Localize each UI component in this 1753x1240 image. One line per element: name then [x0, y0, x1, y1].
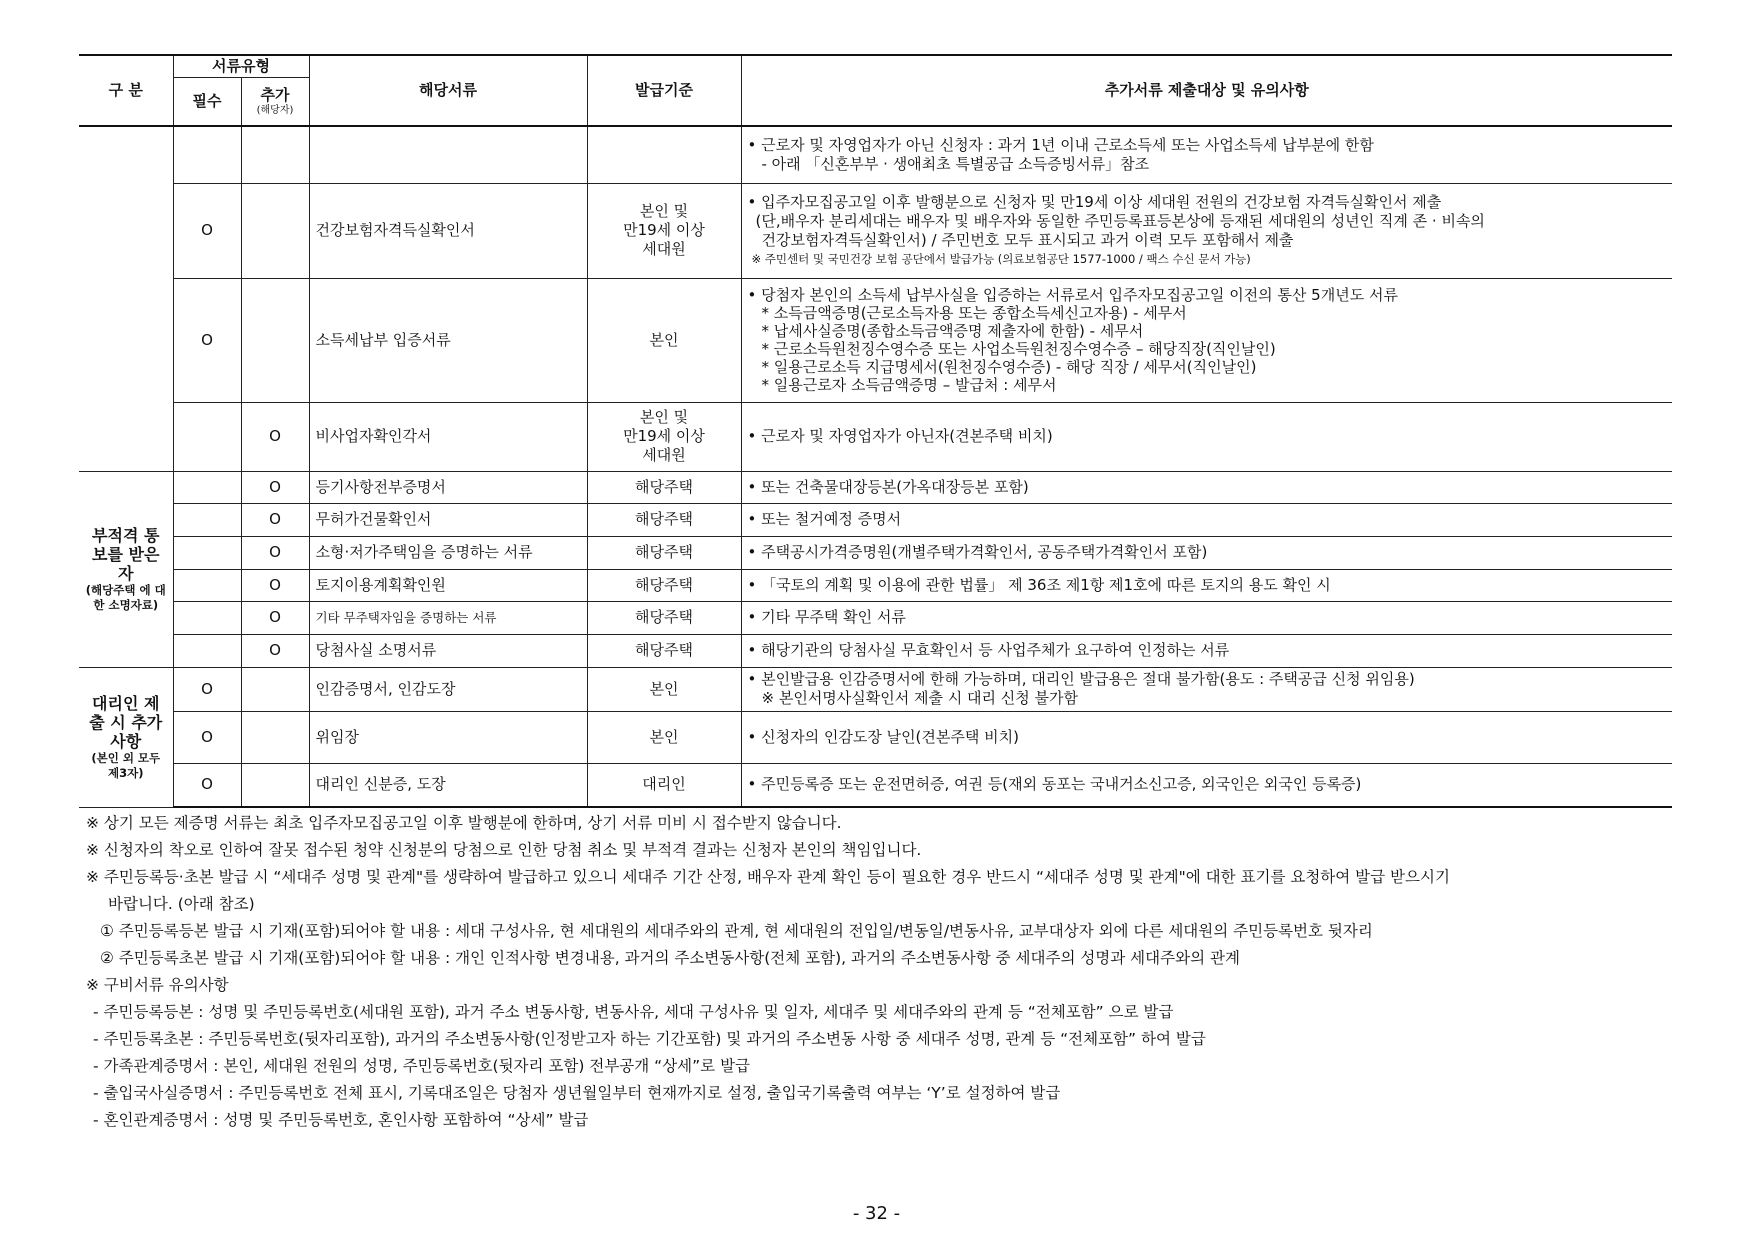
table-row	[79, 536, 1672, 569]
header-issue-basis: 발급기준	[587, 55, 741, 126]
required-mark: O	[173, 183, 241, 278]
table-row	[79, 183, 1672, 278]
additional-mark	[241, 763, 309, 807]
footnote: - 출입국사실증명서 : 주민등록번호 전체 표시, 기록대조일은 당첨자 생년월일부터 현재까지로 설정, 출입국기록출력 여부는 ‘Y’로 설정하여 발급	[93, 1084, 1061, 1102]
note-line: • 「국토의 계획 및 이용에 관한 법률」 제 36조 제1항 제1호에 따른 토지의 용도 확인 시	[747, 575, 1331, 594]
required-mark	[173, 471, 241, 503]
header-doc-type: 서류유형	[173, 55, 309, 77]
note-line: • 신청자의 인감도장 날인(견본주택 비치)	[747, 727, 1019, 746]
note-line: (단,배우자 분리세대는 배우자 및 배우자와 동일한 주민등록표등본상에 등재된 세대원의 성년인 직계 존 · 비속의	[755, 211, 1485, 230]
document-name: 소형·저가주택임을 증명하는 서류	[309, 536, 587, 569]
table-row	[79, 634, 1672, 667]
category-cell-blank	[79, 126, 173, 471]
issue-basis: 본인	[587, 711, 741, 763]
category-ineligible-sub: (해당주택 에 대한 소명자료)	[85, 582, 166, 612]
issue-basis: 본인	[587, 278, 741, 402]
footnote: ※ 신청자의 착오로 인하여 잘못 접수된 청약 신청분의 당첨으로 인한 당첨 취소 및 부적격 결과는 신청자 본인의 책임입니다.	[86, 841, 922, 859]
table-row	[79, 763, 1672, 807]
table-row	[79, 711, 1672, 763]
category-ineligible	[79, 471, 173, 667]
note-line: • 또는 건축물대장등본(가옥대장등본 포함)	[747, 477, 1029, 496]
additional-mark: O	[241, 601, 309, 634]
header-required: 필수	[173, 77, 241, 126]
additional-mark: O	[241, 634, 309, 667]
footnote: - 주민등록초본 : 주민등록번호(뒷자리포함), 과거의 주소변동사항(인정받고자 하는 기간포함) 및 과거의 주소변동 사항 중 세대주 성명, 관계 등 “전체포함” 하여 발급	[93, 1030, 1206, 1048]
notes-cell	[741, 763, 1672, 807]
additional-mark	[241, 278, 309, 402]
issue-basis: 해당주택	[587, 601, 741, 634]
footnote: - 주민등록등본 : 성명 및 주민등록번호(세대원 포함), 과거 주소 변동사항, 변동사유, 세대 구성사유 및 일자, 세대주 및 세대주와의 관계 등 “전체포함” 으로 발급	[93, 1003, 1174, 1021]
document-name	[309, 126, 587, 183]
required-mark: O	[173, 278, 241, 402]
footnote: ② 주민등록초본 발급 시 기재(포함)되어야 할 내용 : 개인 인적사항 변경내용, 과거의 주소변동사항(전체 포함), 과거의 주소변동사항 중 세대주의 성명과 세대주와의 관계	[100, 949, 1240, 967]
additional-mark: O	[241, 402, 309, 471]
footnote: ※ 구비서류 유의사항	[86, 976, 229, 994]
required-mark	[173, 402, 241, 471]
note-line: • 해당기관의 당첨사실 무효확인서 등 사업주체가 요구하여 인정하는 서류	[747, 641, 1230, 659]
document-name: 건강보험자격득실확인서	[309, 183, 587, 278]
notes-cell	[741, 569, 1672, 601]
header-category: 구 분	[79, 55, 173, 126]
footnotes	[86, 810, 1676, 1134]
notes-cell	[741, 126, 1672, 183]
table-row	[79, 278, 1672, 402]
document-name: 인감증명서, 인감도장	[309, 667, 587, 711]
document-name: 비사업자확인각서	[309, 402, 587, 471]
issue-basis: 해당주택	[587, 503, 741, 536]
header-notes: 추가서류 제출대상 및 유의사항	[741, 55, 1672, 126]
header-additional-sub: (해당자)	[256, 104, 294, 116]
footnote: - 혼인관계증명서 : 성명 및 주민등록번호, 혼인사항 포함하여 “상세” 발급	[93, 1111, 589, 1129]
table-row	[79, 471, 1672, 503]
note-line: * 일용근로소득 지급명세서(원천징수영수증) - 해당 직장 / 세무서(직인날인)	[761, 358, 1257, 376]
additional-mark: O	[241, 536, 309, 569]
footnote: - 가족관계증명서 : 본인, 세대원 전원의 성명, 주민등록번호(뒷자리 포함) 전부공개 “상세”로 발급	[93, 1057, 751, 1075]
required-mark	[173, 503, 241, 536]
note-line: • 당첨자 본인의 소득세 납부사실을 입증하는 서류로서 입주자모집공고일 이전의 통산 5개년도 서류	[747, 286, 1398, 304]
issue-basis: 해당주택	[587, 471, 741, 503]
note-line: • 기타 무주택 확인 서류	[747, 608, 906, 626]
issue-basis: 본인	[587, 667, 741, 711]
note-line: * 일용근로자 소득금액증명 – 발급처 : 세무서	[761, 376, 1057, 394]
required-mark: O	[173, 763, 241, 807]
note-line: * 근로소득원천징수영수증 또는 사업소득원천징수영수증 – 해당직장(직인날인)	[761, 340, 1276, 358]
issue-basis: 해당주택	[587, 569, 741, 601]
issue-basis: 본인 및 만19세 이상 세대원	[587, 183, 741, 278]
notes-cell	[741, 503, 1672, 536]
required-mark: O	[173, 711, 241, 763]
document-name: 대리인 신분증, 도장	[309, 763, 587, 807]
required-mark	[173, 126, 241, 183]
note-line: • 주택공시가격증명원(개별주택가격확인서, 공동주택가격확인서 포함)	[747, 543, 1208, 561]
note-line: - 아래 「신혼부부 · 생애최초 특별공급 소득증빙서류」참조	[761, 154, 1150, 173]
additional-mark	[241, 667, 309, 711]
issue-basis: 본인 및 만19세 이상 세대원	[587, 402, 741, 471]
additional-mark: O	[241, 569, 309, 601]
table-row	[79, 126, 1672, 183]
note-line: • 근로자 및 자영업자가 아닌 신청자 : 과거 1년 이내 근로소득세 또는 사업소득세 납부분에 한함	[747, 135, 1374, 154]
category-proxy-label: 대리인 제출 시 추가사항	[89, 693, 163, 751]
documents-table	[79, 54, 1672, 808]
note-line: • 입주자모집공고일 이후 발행분으로 신청자 및 만19세 이상 세대원 전원의 건강보험 자격득실확인서 제출	[747, 192, 1442, 211]
header-document: 해당서류	[309, 55, 587, 126]
footnote: ※ 주민등록등·초본 발급 시 “세대주 성명 및 관계"를 생략하여 발급하고 있으니 세대주 기간 산정, 배우자 관계 확인 등이 필요한 경우 반드시 “세대주 성명 및 관계"에 대한 표기를 요청하여 발급 받으시기	[86, 868, 1450, 886]
notes-cell	[741, 536, 1672, 569]
additional-mark: O	[241, 503, 309, 536]
notes-cell	[741, 278, 1672, 402]
notes-cell	[741, 634, 1672, 667]
table-row	[79, 503, 1672, 536]
required-mark	[173, 634, 241, 667]
note-line: ※ 본인서명사실확인서 제출 시 대리 신청 불가함	[761, 689, 1078, 707]
additional-mark	[241, 711, 309, 763]
table-row	[79, 402, 1672, 471]
required-mark	[173, 536, 241, 569]
table-row	[79, 601, 1672, 634]
table-row	[79, 569, 1672, 601]
notes-cell	[741, 601, 1672, 634]
footnote: 바랍니다. (아래 참조)	[108, 895, 255, 913]
required-mark: O	[173, 667, 241, 711]
document-name: 위임장	[309, 711, 587, 763]
issue-basis: 대리인	[587, 763, 741, 807]
notes-cell	[741, 183, 1672, 278]
required-mark	[173, 601, 241, 634]
notes-cell	[741, 667, 1672, 711]
notes-cell	[741, 402, 1672, 471]
table-row	[79, 667, 1672, 711]
note-line: • 본인발급용 인감증명서에 한해 가능하며, 대리인 발급용은 절대 불가함(용도 : 주택공급 신청 위임용)	[747, 670, 1415, 688]
document-name: 토지이용계획확인원	[309, 569, 587, 601]
notes-cell	[741, 711, 1672, 763]
document-name: 등기사항전부증명서	[309, 471, 587, 503]
note-line: * 납세사실증명(종합소득금액증명 제출자에 한함) - 세무서	[761, 322, 1144, 340]
category-ineligible-label: 부적격 통보를 받은자	[92, 525, 160, 583]
document-name: 무허가건물확인서	[309, 503, 587, 536]
required-mark	[173, 569, 241, 601]
additional-mark: O	[241, 471, 309, 503]
additional-mark	[241, 183, 309, 278]
note-line: • 또는 철거예정 증명서	[747, 510, 902, 528]
issue-basis	[587, 126, 741, 183]
header-additional	[241, 77, 309, 126]
note-line: ※ 주민센터 및 국민건강 보험 공단에서 발급가능 (의료보험공단 1577-1000 / 팩스 수신 문서 가능)	[751, 251, 1251, 266]
page-number: - 32 -	[852, 1203, 901, 1224]
notes-cell	[741, 471, 1672, 503]
note-line: • 주민등록증 또는 운전면허증, 여권 등(재외 동포는 국내거소신고증, 외국인은 외국인 등록증)	[747, 775, 1362, 794]
footnote: ※ 상기 모든 제증명 서류는 최초 입주자모집공고일 이후 발행분에 한하며, 상기 서류 미비 시 접수받지 않습니다.	[86, 814, 842, 832]
header-additional-label: 추가	[260, 85, 290, 104]
note-line: * 소득금액증명(근로소득자용 또는 종합소득세신고자용) - 세무서	[761, 304, 1187, 322]
footnote: ① 주민등록등본 발급 시 기재(포함)되어야 할 내용 : 세대 구성사유, 현 세대원의 세대주와의 관계, 현 세대원의 전입일/변동일/변동사유, 교부대상자 외에 다른 세대원의 주민등록번호 뒷자리	[100, 922, 1373, 940]
document-name: 기타 무주택자임을 증명하는 서류	[309, 601, 587, 634]
category-proxy-sub: (본인 외 모두 제3자)	[91, 750, 161, 780]
additional-mark	[241, 126, 309, 183]
category-proxy	[79, 667, 173, 807]
issue-basis: 해당주택	[587, 634, 741, 667]
note-line: • 근로자 및 자영업자가 아닌자(견본주택 비치)	[747, 427, 1053, 445]
document-name: 소득세납부 입증서류	[309, 278, 587, 402]
document-name: 당첨사실 소명서류	[309, 634, 587, 667]
issue-basis: 해당주택	[587, 536, 741, 569]
note-line: 건강보험자격득실확인서) / 주민번호 모두 표시되고 과거 이력 모두 포함해서 제출	[761, 230, 1294, 249]
